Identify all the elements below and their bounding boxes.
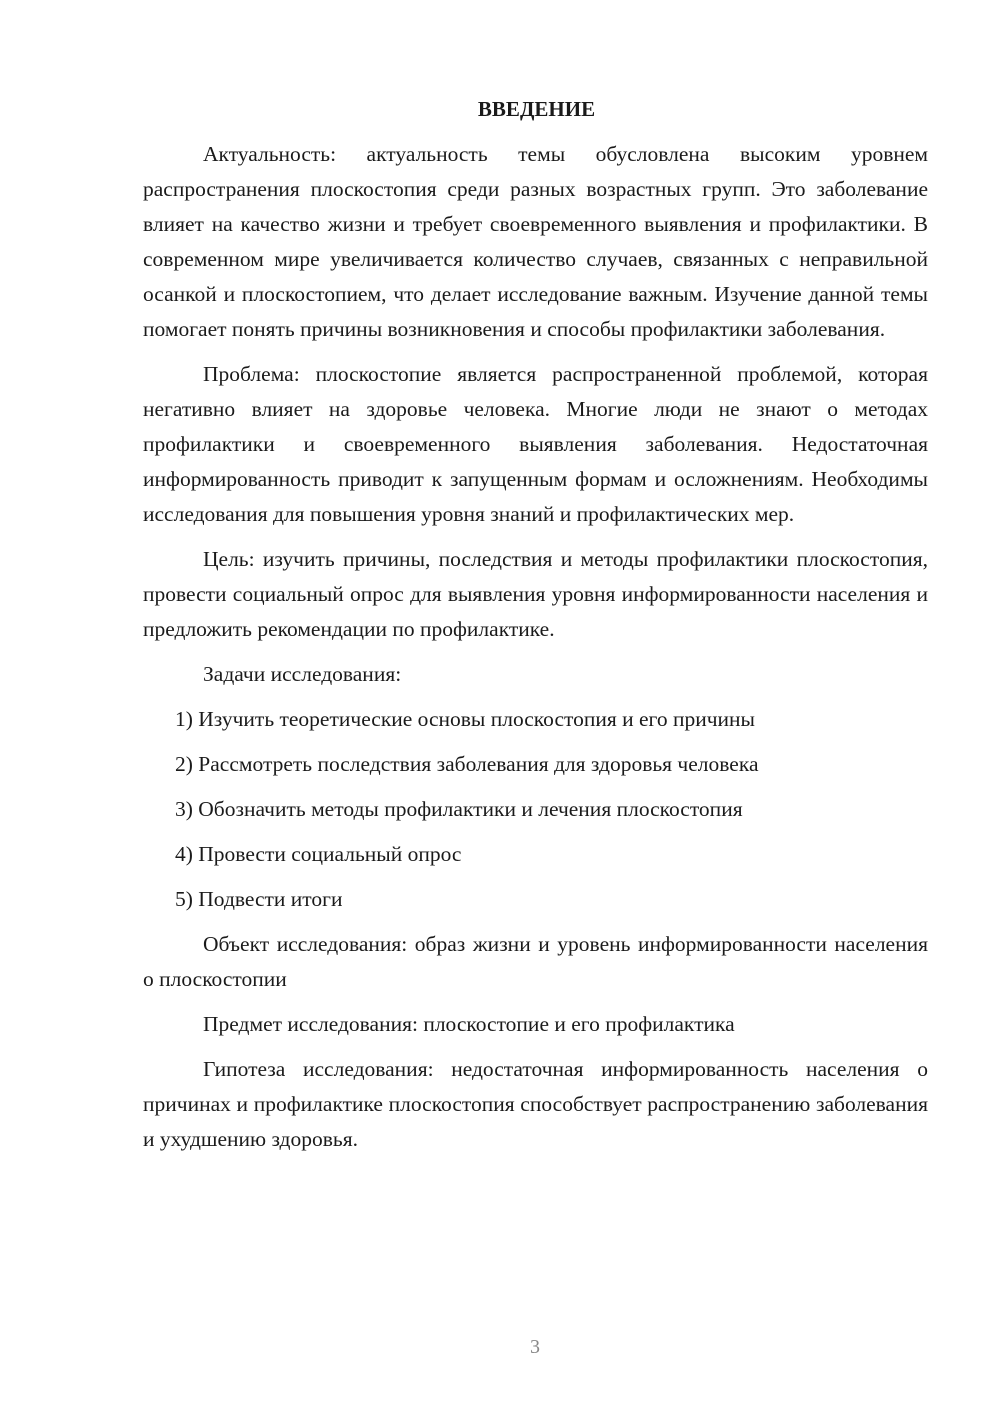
- task-item-3: 3) Обозначить методы профилактики и лечения плоскостопия: [175, 797, 743, 821]
- task-item-2: 2) Рассмотреть последствия заболевания для здоровья человека: [175, 752, 759, 776]
- page-title: ВВЕДЕНИЕ: [477, 97, 596, 121]
- task-list: [143, 702, 928, 917]
- paragraph-subject: Предмет исследования: плоскостопие и его профилактика: [203, 1012, 735, 1036]
- document-body: [143, 92, 928, 1167]
- task-item-4: 4) Провести социальный опрос: [175, 842, 462, 866]
- paragraph-hypothesis: Гипотеза исследования: недостаточная информированность населения о причинах и профилактике плоскостопия способствует распространению заболевания и ухудшению здоровья.: [143, 1057, 928, 1151]
- paragraph-relevance: Актуальность: актуальность темы обусловлена высоким уровнем распространения плоскостопия среди разных возрастных групп. Это заболевание влияет на качество жизни и требует своевременного выявления и профилактики. В современном мире увеличивается количество случаев, связанных с неправильной осанкой и плоскостопием, что делает исследование важным. Изучение данной темы помогает понять причины возникновения и способы профилактики заболевания.: [143, 142, 928, 341]
- paragraph-object: Объект исследования: образ жизни и уровень информированности населения о плоскостопии: [143, 932, 928, 991]
- tasks-heading: Задачи исследования:: [203, 662, 402, 686]
- paragraph-problem: Проблема: плоскостопие является распространенной проблемой, которая негативно влияет на здоровье человека. Многие люди не знают о методах профилактики и своевременного выявления заболевания. Недостаточная информированность приводит к запущенным формам и осложнениям. Необходимы исследования для повышения уровня знаний и профилактических мер.: [143, 362, 928, 526]
- paragraph-goal: Цель: изучить причины, последствия и методы профилактики плоскостопия, провести социальный опрос для выявления уровня информированности населения и предложить рекомендации по профилактике.: [143, 547, 928, 641]
- task-item-1: 1) Изучить теоретические основы плоскостопия и его причины: [175, 707, 755, 731]
- page-number: 3: [530, 1336, 540, 1358]
- task-item-5: 5) Подвести итоги: [175, 887, 343, 911]
